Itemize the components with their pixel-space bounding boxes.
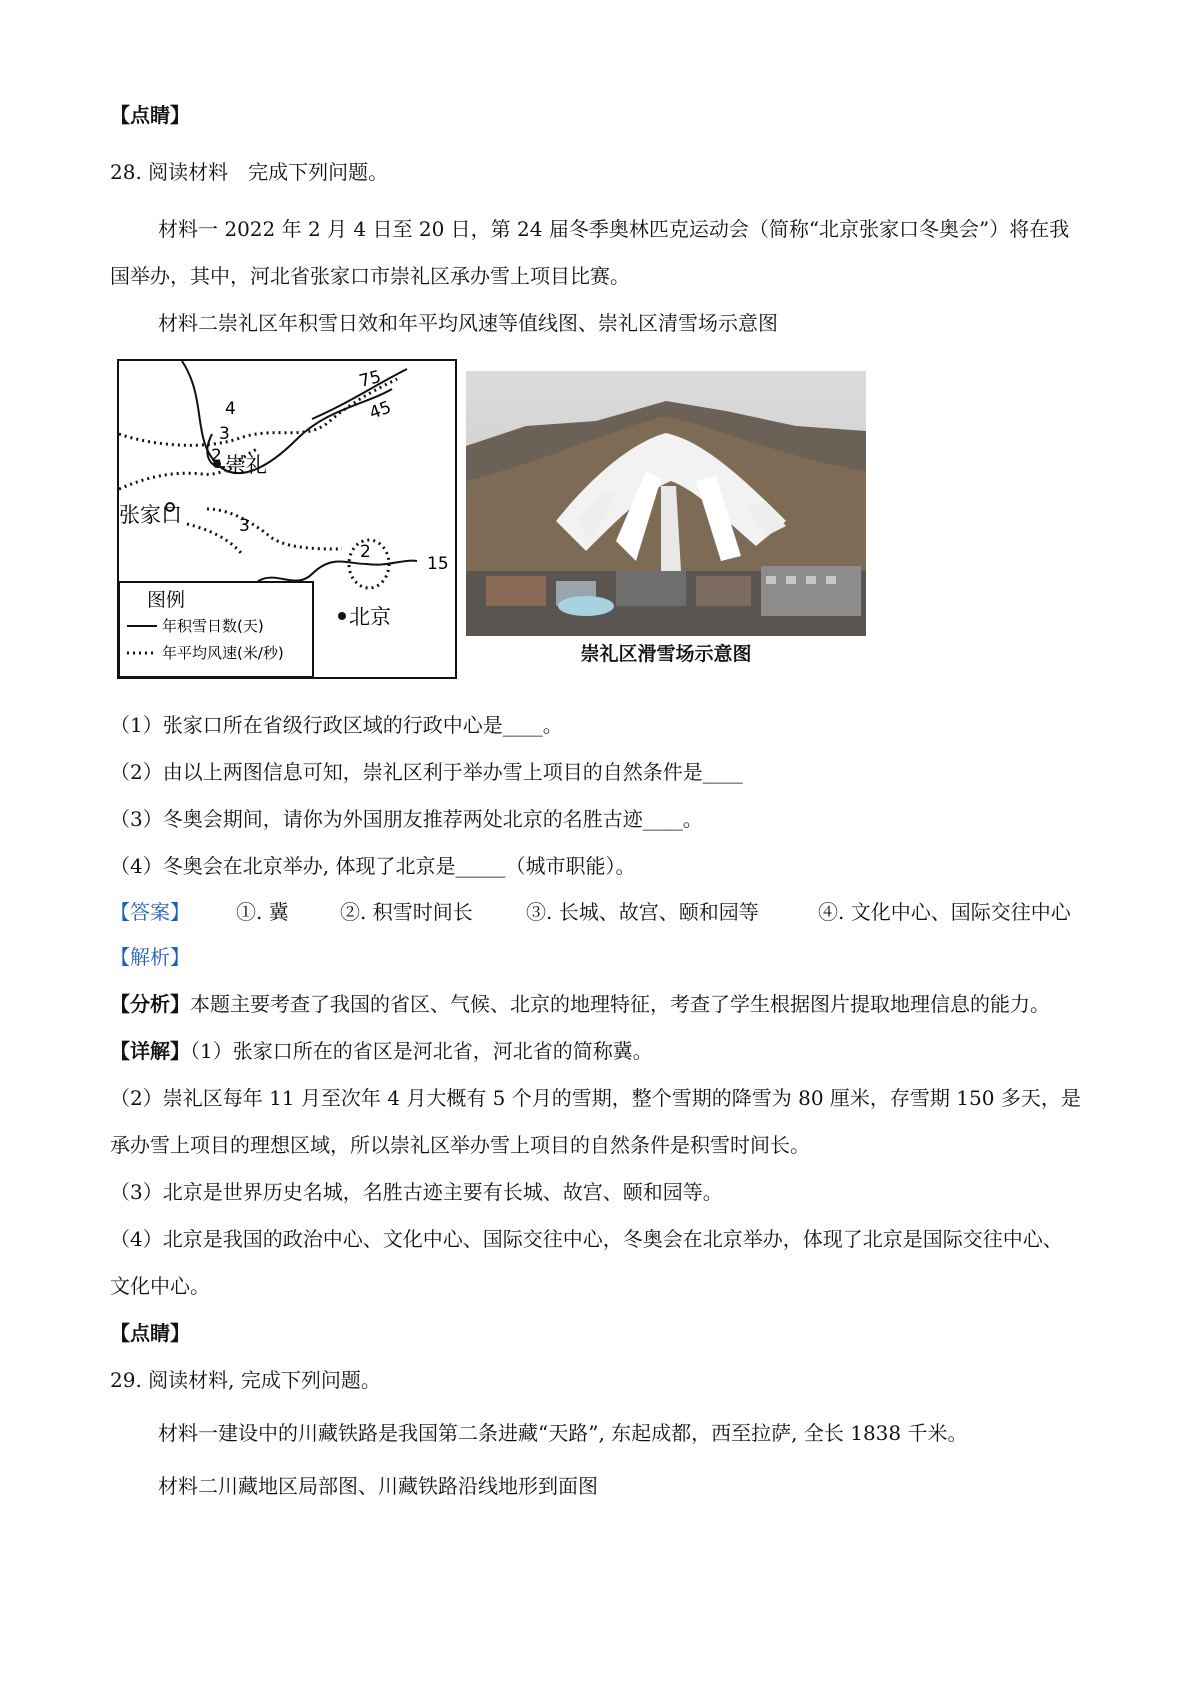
detail-4-line2: 文化中心。 xyxy=(110,1274,210,1298)
jiexi-label: 【解析】 xyxy=(110,945,190,969)
legend-dotted-label: 年平均风速(米/秒) xyxy=(162,644,284,662)
beijing-point xyxy=(338,612,346,620)
detail-1-text: （1）张家口所在的省区是河北省，河北省的简称冀。 xyxy=(190,1039,653,1063)
q29-material1: 材料一建设中的川藏铁路是我国第二条进藏“天路”, 东起成都，西至拉萨, 全长 1838 千米。 xyxy=(158,1421,968,1445)
analysis xyxy=(110,990,1050,1018)
detail-2-line2: 承办雪上项目的理想区域，所以崇礼区举办雪上项目的自然条件是积雪时间长。 xyxy=(110,1133,810,1157)
q28-question-1: （1）张家口所在省级行政区域的行政中心是____。 xyxy=(110,713,563,737)
legend-title: 图例 xyxy=(147,589,186,611)
chongli-label: 崇礼 xyxy=(225,453,267,477)
answer-3: ③. 长城、故宫、颐和园等 xyxy=(526,900,759,924)
q28-material1-line2: 国举办，其中，河北省张家口市崇礼区承办雪上项目比赛。 xyxy=(110,264,630,288)
q28-question-4: （4）冬奥会在北京举办, 体现了北京是_____（城市职能）。 xyxy=(110,854,636,878)
label-75: 75 xyxy=(357,366,384,392)
ski-resort-photo xyxy=(466,371,866,636)
label-45: 45 xyxy=(366,397,395,424)
detail-4-line1: （4）北京是我国的政治中心、文化中心、国际交往中心，冬奥会在北京举办，体现了北京是国际交往中心、 xyxy=(110,1227,1063,1251)
detail-2-line1: （2）崇礼区每年 11 月至次年 4 月大概有 5 个月的雪期，整个雪期的降雪为 80 厘米，存雪期 150 多天，是 xyxy=(110,1086,1081,1110)
dianjing-heading: 【点睛】 xyxy=(110,1321,190,1345)
label-2a: 2 xyxy=(211,446,222,466)
answer-2: ②. 积雪时间长 xyxy=(340,900,473,924)
q29-material2: 材料二川藏地区局部图、川藏铁路沿线地形到面图 xyxy=(158,1474,598,1498)
analysis-text: 本题主要考查了我国的省区、气候、北京的地理特征，考查了学生根据图片提取地理信息的能力。 xyxy=(190,992,1050,1016)
q28-title: 28. 阅读材料 完成下列问题。 xyxy=(110,160,389,184)
ski-resort-caption: 崇礼区滑雪场示意图 xyxy=(580,643,752,665)
detail-3: （3）北京是世界历史名城，名胜古迹主要有长城、故宫、颐和园等。 xyxy=(110,1180,723,1204)
answer-1: ①. 冀 xyxy=(236,900,289,924)
contour-map xyxy=(117,359,457,679)
q28-material1-line1: 材料一 2022 年 2 月 4 日至 20 日，第 24 届冬季奥林匹克运动会（简称“北京张家口冬奥会”）将在我 xyxy=(158,217,1070,241)
answer-4: ④. 文化中心、国际交往中心 xyxy=(818,900,1071,924)
label-4: 4 xyxy=(225,399,236,419)
analysis-label: 【分析】 xyxy=(110,992,190,1016)
detail-1 xyxy=(110,1037,653,1065)
answer-label: 【答案】 xyxy=(110,900,190,924)
detail-label: 【详解】 xyxy=(110,1039,190,1063)
q28-question-3: （3）冬奥会期间，请你为外国朋友推荐两处北京的名胜古迹____。 xyxy=(110,807,703,831)
label-15: 15 xyxy=(427,554,449,574)
prev-dianjing-heading: 【点睛】 xyxy=(110,103,190,127)
zhangjiakou-label: 张家口 xyxy=(119,503,182,527)
beijing-label: 北京 xyxy=(349,605,391,629)
label-2b: 2 xyxy=(360,542,371,562)
label-3a: 3 xyxy=(219,424,230,444)
label-3b: 3 xyxy=(239,516,250,536)
q28-question-2: （2）由以上两图信息可知，崇礼区利于举办雪上项目的自然条件是____ xyxy=(110,760,743,784)
legend-solid-label: 年积雪日数(天) xyxy=(162,617,264,635)
q29-title: 29. 阅读材料, 完成下列问题。 xyxy=(110,1368,381,1392)
q28-material2: 材料二崇礼区年积雪日效和年平均风速等值线图、崇礼区清雪场示意图 xyxy=(158,311,778,335)
